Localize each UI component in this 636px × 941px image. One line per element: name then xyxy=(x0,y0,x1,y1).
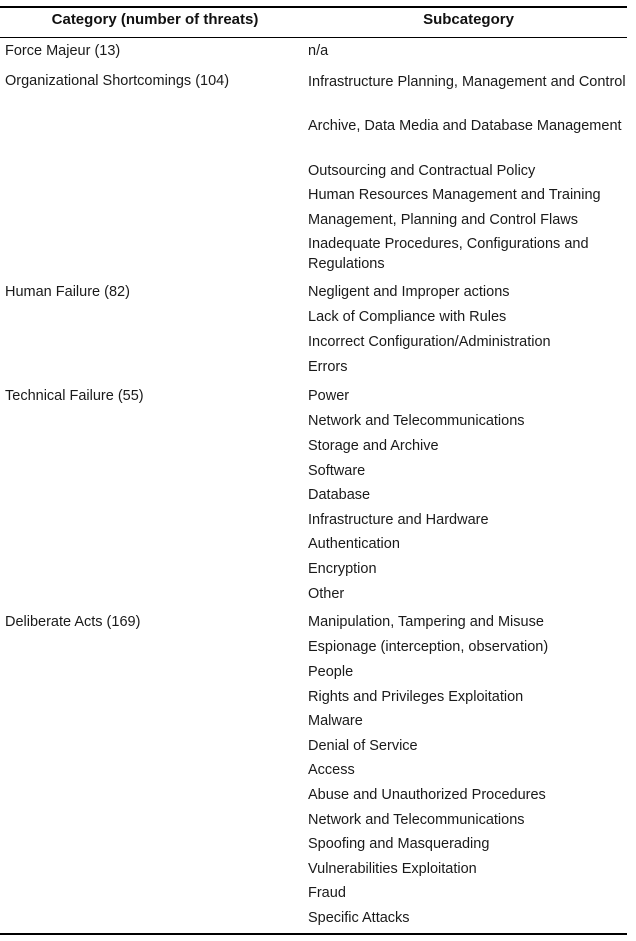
subcategory-cell: Network and Telecommunications xyxy=(308,413,525,429)
subcategory-cell: n/a xyxy=(308,43,329,59)
subcategory-cell: Other xyxy=(308,586,345,602)
subcategory-cell: Archive, Data Media and Database Management xyxy=(308,118,622,134)
category-cell-organizational-shortcomings: Organizational Shortcomings (104) xyxy=(5,73,230,89)
subcategory-cell: Database xyxy=(308,487,371,503)
header-rule xyxy=(0,37,627,38)
subcategory-cell: Infrastructure Planning, Management and Control xyxy=(308,74,626,90)
column-header-category: Category (number of threats) xyxy=(51,11,259,28)
subcategory-cell: Inadequate Procedures, Configurations and Regulations xyxy=(308,236,589,272)
subcategory-cell: Errors xyxy=(308,359,348,375)
subcategory-cell: Storage and Archive xyxy=(308,438,439,454)
subcategory-cell: Fraud xyxy=(308,885,346,901)
subcategory-cell: Infrastructure and Hardware xyxy=(308,512,489,528)
subcategory-cell: Outsourcing and Contractual Policy xyxy=(308,163,536,179)
column-header-subcategory: Subcategory xyxy=(423,11,514,28)
subcategory-cell: Spoofing and Masquerading xyxy=(308,836,490,852)
subcategory-cell: Malware xyxy=(308,713,363,729)
subcategory-cell: Incorrect Configuration/Administration xyxy=(308,334,551,350)
table-bottom-rule xyxy=(0,933,627,935)
subcategory-cell: Manipulation, Tampering and Misuse xyxy=(308,614,544,630)
subcategory-cell: People xyxy=(308,664,354,680)
subcategory-cell: Espionage (interception, observation) xyxy=(308,639,549,655)
category-cell-deliberate-acts: Deliberate Acts (169) xyxy=(5,614,141,630)
subcategory-cell: Vulnerabilities Exploitation xyxy=(308,861,477,877)
subcategory-cell: Software xyxy=(308,463,366,479)
category-cell-force-majeur: Force Majeur (13) xyxy=(5,43,121,59)
subcategory-cell: Abuse and Unauthorized Procedures xyxy=(308,787,546,803)
table-top-rule xyxy=(0,6,627,8)
subcategory-cell: Authentication xyxy=(308,536,400,552)
subcategory-cell: Denial of Service xyxy=(308,738,418,754)
category-cell-technical-failure: Technical Failure (55) xyxy=(5,388,144,404)
subcategory-cell: Encryption xyxy=(308,561,377,577)
subcategory-cell: Management, Planning and Control Flaws xyxy=(308,212,579,228)
subcategory-cell: Power xyxy=(308,388,350,404)
subcategory-cell: Access xyxy=(308,762,355,778)
subcategory-cell: Specific Attacks xyxy=(308,910,410,926)
subcategory-cell: Network and Telecommunications xyxy=(308,812,525,828)
subcategory-cell: Human Resources Management and Training xyxy=(308,187,601,203)
subcategory-cell: Lack of Compliance with Rules xyxy=(308,309,507,325)
subcategory-cell: Negligent and Improper actions xyxy=(308,284,510,300)
subcategory-cell: Rights and Privileges Exploitation xyxy=(308,689,524,705)
category-cell-human-failure: Human Failure (82) xyxy=(5,284,130,300)
